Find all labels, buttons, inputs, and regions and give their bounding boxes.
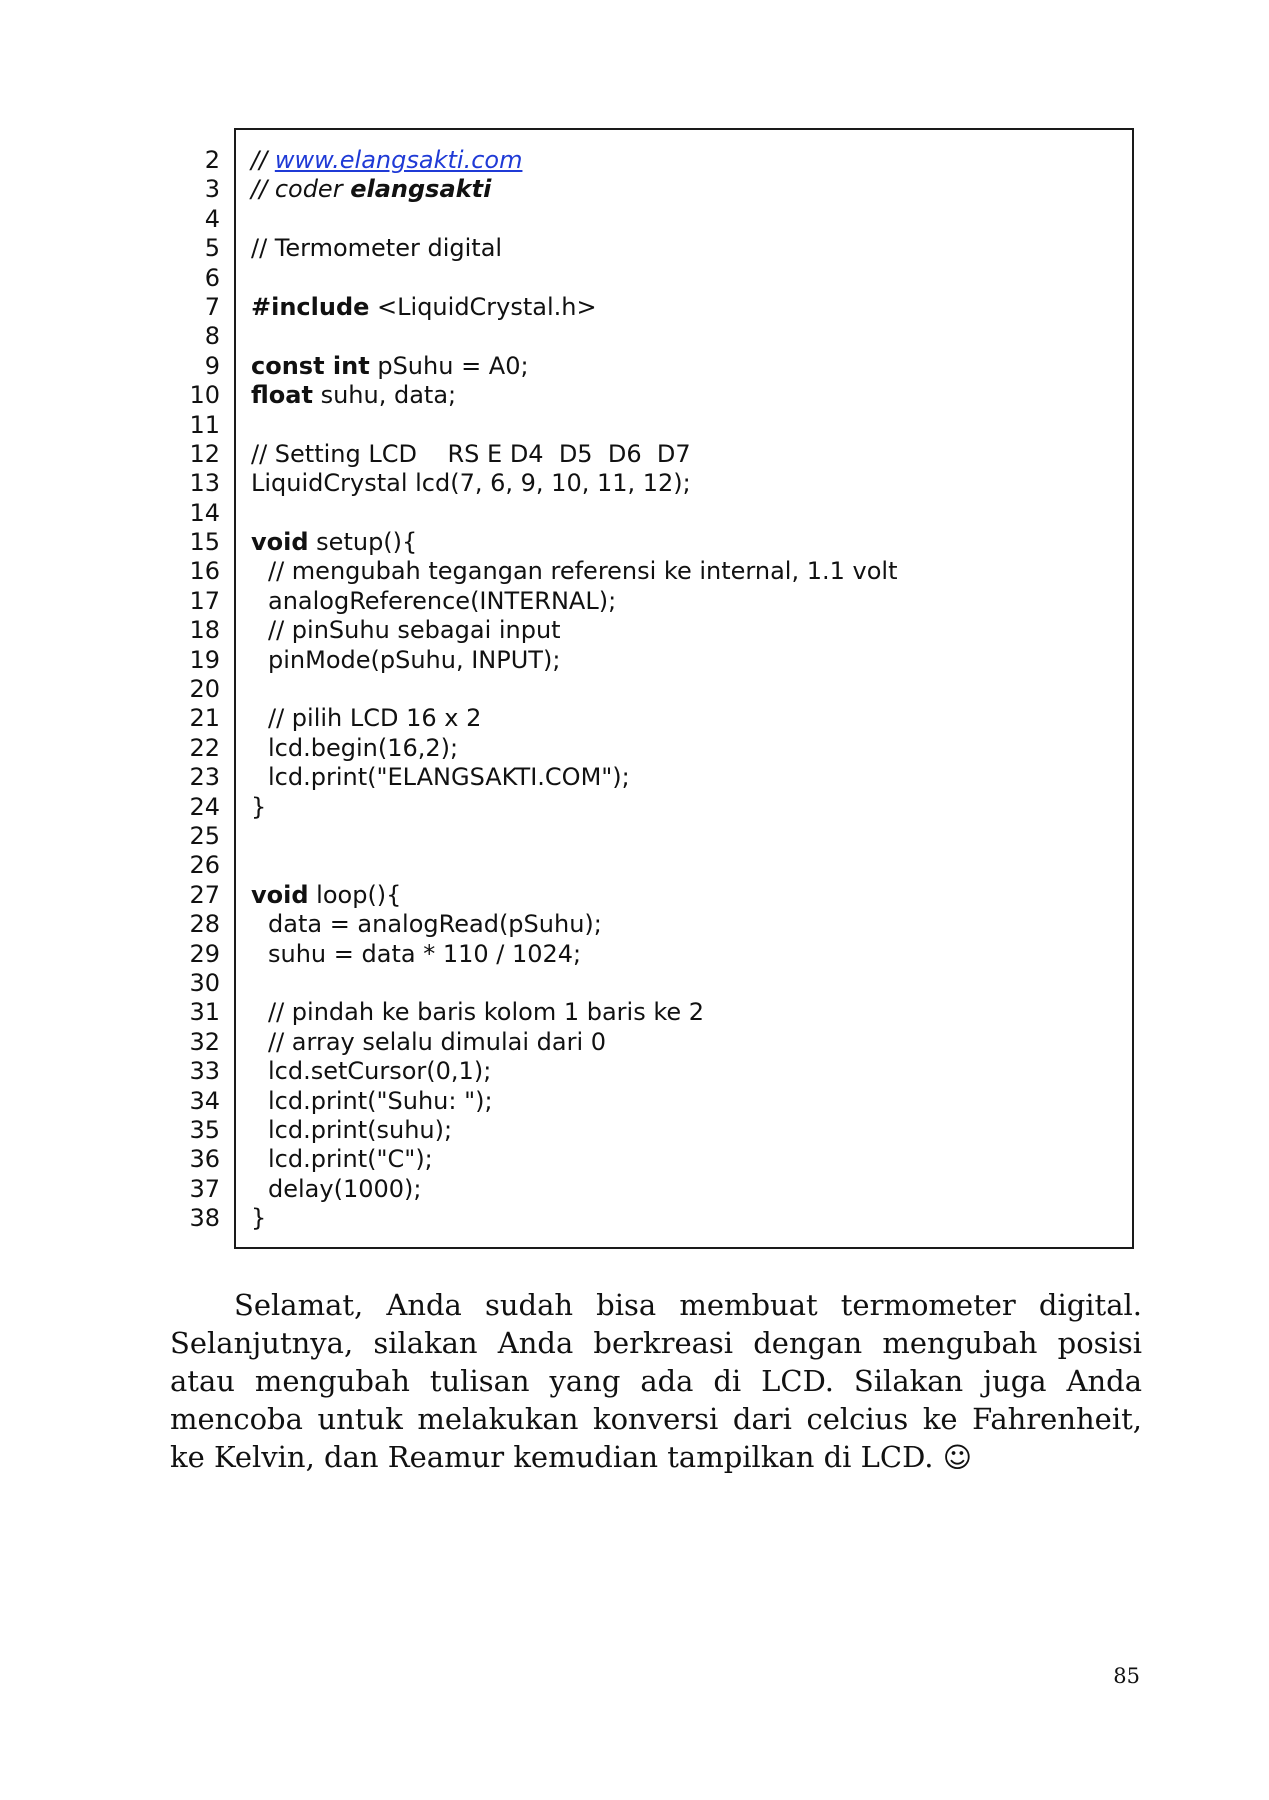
line-number: 35 [189,1115,220,1144]
page-number: 85 [1113,1664,1140,1688]
code-line: LiquidCrystal lcd(7, 6, 9, 10, 11, 12); [251,469,691,498]
line-number: 29 [189,939,220,968]
code-body [251,146,1121,1233]
line-number: 5 [204,234,220,263]
code-line: lcd.print("ELANGSAKTI.COM"); [268,763,630,792]
code-line: // array selalu dimulai dari 0 [268,1027,607,1056]
code-line: pinMode(pSuhu, INPUT); [268,645,561,674]
code-line: lcd.begin(16,2); [268,733,459,762]
line-number: 36 [189,1145,220,1174]
line-number: 32 [189,1027,220,1056]
code-line [251,499,1121,528]
code-line: // Setting LCD RS E D4 D5 D6 D7 [251,439,691,468]
code-line: // coder elangsakti [251,175,492,204]
line-number: 28 [189,910,220,939]
code-line [251,411,1121,440]
code-line: data = analogRead(pSuhu); [268,910,602,939]
code-line: // pinSuhu sebagai input [268,616,561,645]
line-number: 12 [189,439,220,468]
line-number: 22 [189,733,220,762]
line-number: 33 [189,1057,220,1086]
line-number: 31 [189,998,220,1027]
code-line: } [251,792,267,821]
code-line: // pilih LCD 16 x 2 [268,704,482,733]
code-line: suhu = data * 110 / 1024; [268,939,582,968]
line-number: 10 [189,381,220,410]
line-number: 11 [189,410,220,439]
code-line [251,822,1121,851]
code-line: lcd.setCursor(0,1); [268,1057,492,1086]
line-number: 8 [204,322,220,351]
code-line [251,851,1121,880]
code-line [251,205,1121,234]
code-line: const int pSuhu = A0; [251,351,529,380]
code-line: lcd.print(suhu); [268,1115,453,1144]
code-line: delay(1000); [268,1174,422,1203]
line-number: 16 [189,557,220,586]
code-line: lcd.print("Suhu: "); [268,1086,493,1115]
code-line: // pindah ke baris kolom 1 baris ke 2 [268,998,705,1027]
line-number: 13 [189,469,220,498]
code-line: lcd.print("C"); [268,1145,433,1174]
code-line [251,969,1121,998]
line-number: 34 [189,1086,220,1115]
line-number: 38 [189,1204,220,1233]
line-number: 14 [189,498,220,527]
line-number: 4 [204,204,220,233]
code-line [251,322,1121,351]
line-number: 30 [189,968,220,997]
line-number: 7 [204,292,220,321]
line-number: 19 [189,645,220,674]
code-line [251,675,1121,704]
line-number: 6 [204,263,220,292]
code-line [251,264,1121,293]
line-number: 27 [189,880,220,909]
line-number: 20 [189,675,220,704]
website-link[interactable]: www.elangsakti.com [274,146,523,174]
line-number-column [150,146,220,1233]
code-line: // www.elangsakti.com [251,146,523,174]
line-number: 9 [204,351,220,380]
code-line: // mengubah tegangan referensi ke internal, 1.1 volt [268,557,898,586]
code-line: float suhu, data; [251,381,457,410]
code-line: } [251,1204,267,1233]
line-number: 23 [189,763,220,792]
line-number: 26 [189,851,220,880]
line-number: 21 [189,704,220,733]
body-paragraph: Selamat, Anda sudah bisa membuat termometer digital. Selanjutnya, silakan Anda berkreasi dengan mengubah posisi atau mengubah tulisan yang ada di LCD. Silakan juga Anda mencoba untuk melakukan konversi dari celcius ke Fahrenheit, ke Kelvin, dan Reamur kemudian tampilkan di LCD. ☺ [170,1288,1142,1474]
code-line: // Termometer digital [251,234,503,263]
line-number: 24 [189,792,220,821]
code-line: void loop(){ [251,880,402,909]
smiley-icon: ☺ [942,1441,972,1474]
line-number: 15 [189,528,220,557]
line-number: 17 [189,586,220,615]
code-line: #include <LiquidCrystal.h> [251,292,597,321]
line-number: 25 [189,821,220,850]
coder-name: elangsakti [350,175,492,204]
line-number: 18 [189,616,220,645]
code-line: void setup(){ [251,528,418,557]
code-line: analogReference(INTERNAL); [268,586,617,615]
line-number: 2 [204,146,220,174]
line-number: 37 [189,1174,220,1203]
line-number: 3 [204,175,220,204]
